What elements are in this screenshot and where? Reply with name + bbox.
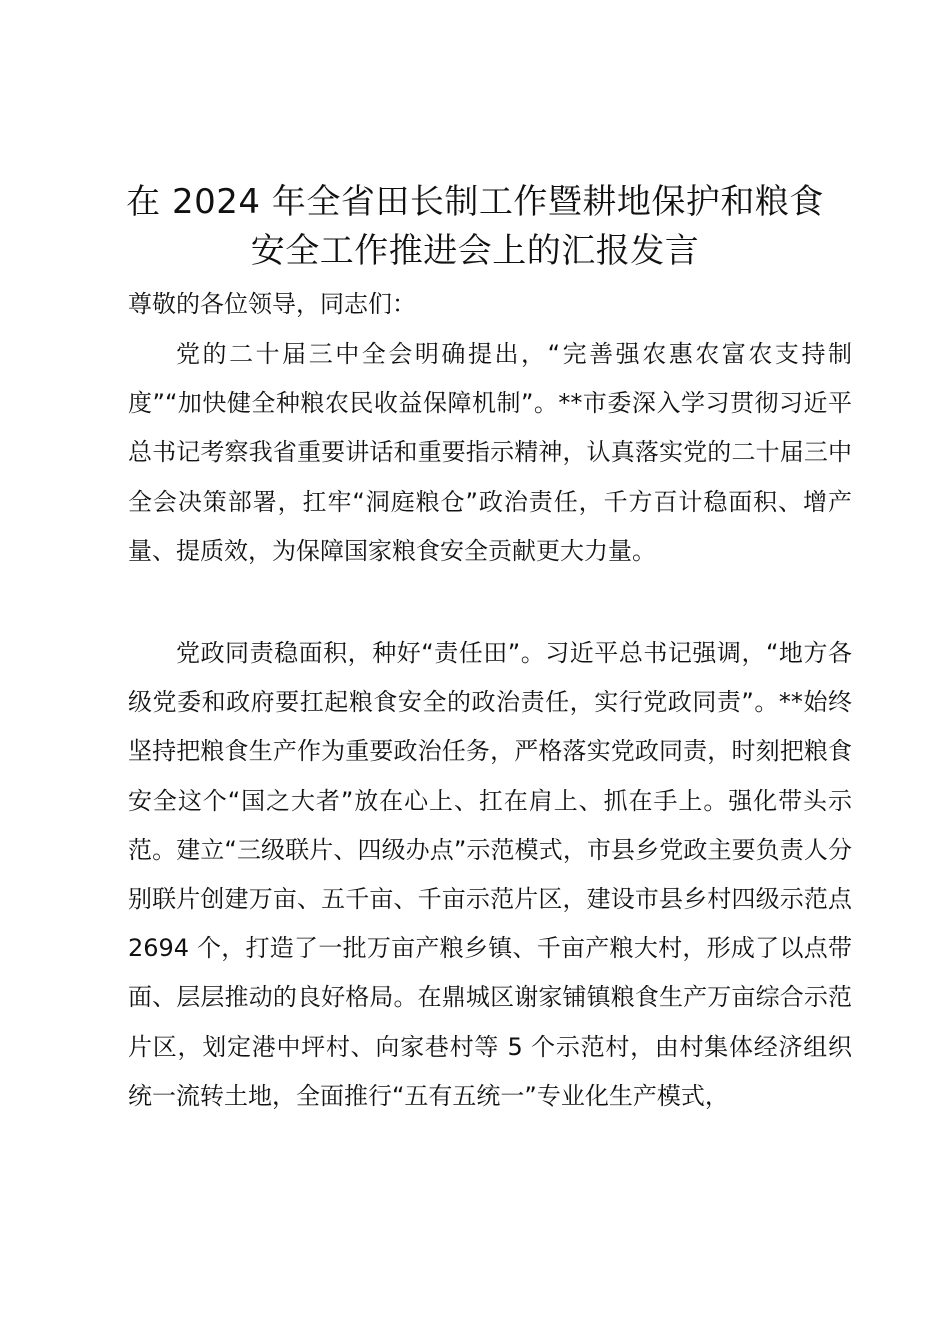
paragraph: 党的二十届三中全会明确提出，“完善强农惠农富农支持制度”“加快健全种粮农民收益保障机制”。**市委深入学习贯彻习近平总书记考察我省重要讲话和重要指示精神，认真落实党的二十届三中全会决策部署，扛牢“洞庭粮仓”政治责任，千方百计稳面积、增产量、提质效，为保障国家粮食安全贡献更大力量。 xyxy=(128,340,852,565)
document-title xyxy=(100,178,850,276)
paragraph: 党政同责稳面积，种好“责任田”。习近平总书记强调，“地方各级党委和政府要扛起粮食安全的政治责任，实行党政同责”。**始终坚持把粮食生产作为重要政治任务，严格落实党政同责，时刻把粮食安全这个“国之大者”放在心上、扛在肩上、抓在手上。强化带头示范。建立“三级联片、四级办点”示范模式，市县乡党政主要负责人分别联片创建万亩、五千亩、千亩示范片区，建设市县乡村四级示范点 2694 个，打造了一批万亩产粮乡镇、千亩产粮大村，形成了以点带面、层层推动的良好格局。在鼎城区谢家铺镇粮食生产万亩综合示范片区，划定港中坪村、向家巷村等 5 个示范村，由村集体经济组织统一流转土地，全面推行“五有五统一”专业化生产模式， xyxy=(128,639,852,1110)
salutation: 尊敬的各位领导，同志们： xyxy=(128,290,416,318)
title-line-2: 安全工作推进会上的汇报发言 xyxy=(250,231,700,271)
title-line-1: 在 2024 年全省田长制工作暨耕地保护和粮食 xyxy=(126,182,824,222)
